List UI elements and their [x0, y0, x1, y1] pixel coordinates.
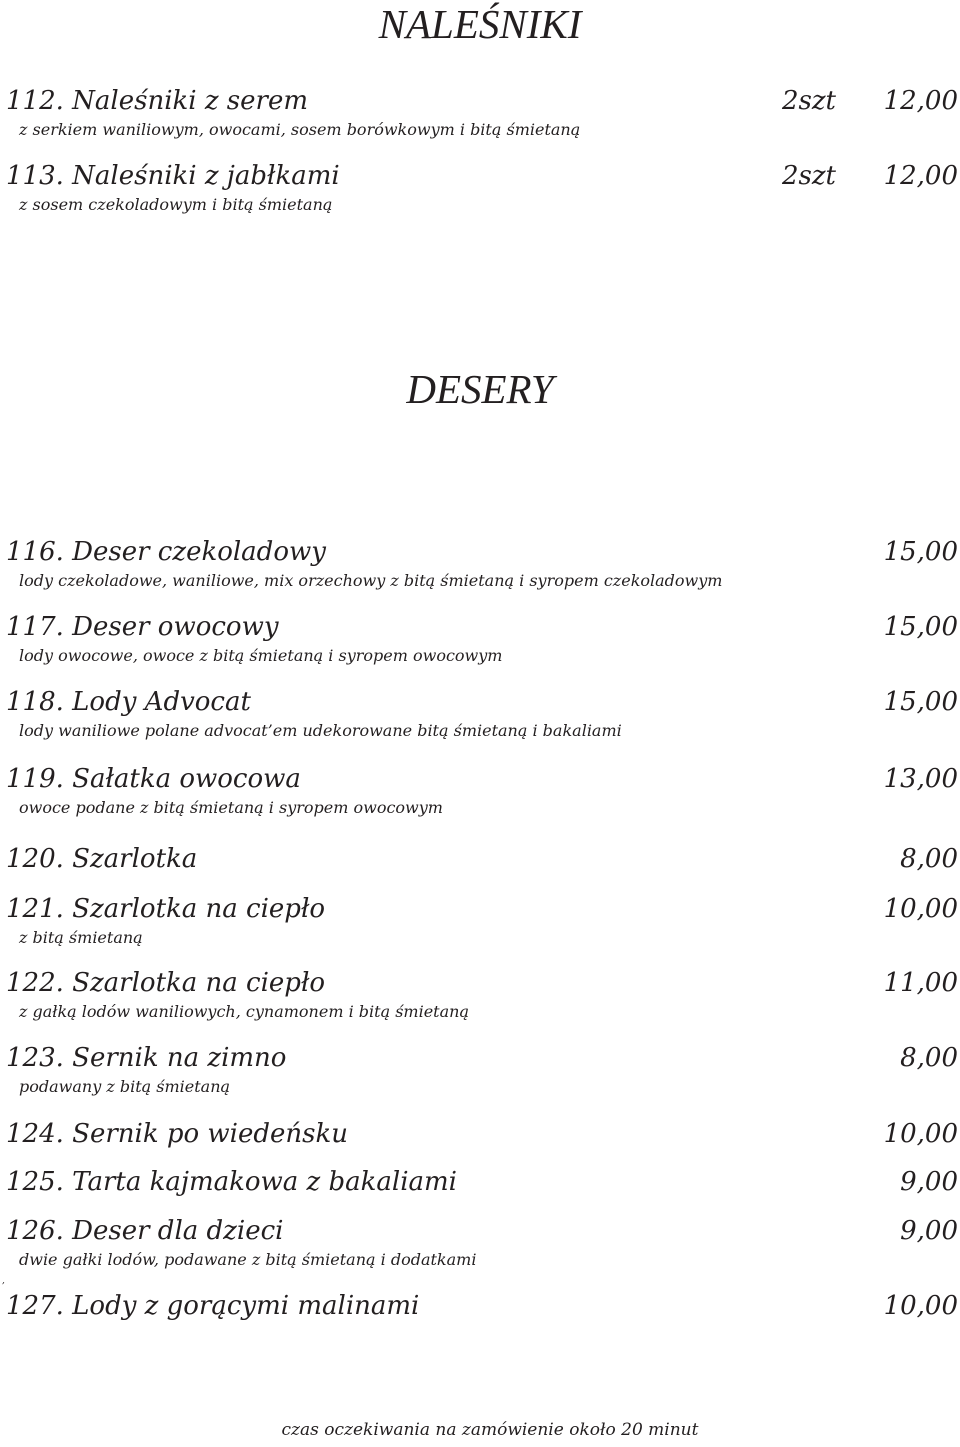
footer-note: czas oczekiwania na zamówienie około 20 minut — [281, 1420, 699, 1440]
item-price: 9,00 — [900, 1167, 958, 1197]
item-price: 13,00 — [883, 764, 958, 794]
menu-item — [6, 1117, 958, 1151]
item-name: 121. Szarlotka na ciepło — [6, 894, 326, 924]
menu-item — [6, 842, 958, 876]
menu-item — [6, 1165, 958, 1199]
menu-item — [6, 535, 958, 592]
item-price: 8,00 — [900, 844, 958, 874]
item-description: lody czekoladowe, waniliowe, mix orzechowy z bitą śmietaną i syropem czekoladowym — [19, 571, 723, 590]
section-title-desery: DESERY — [406, 366, 554, 412]
menu-item — [6, 1041, 958, 1098]
item-name: 125. Tarta kajmakowa z bakaliami — [6, 1167, 457, 1197]
item-description: lody waniliowe polane advocat’em udekorowane bitą śmietaną i bakaliami — [19, 721, 622, 740]
item-name: 113. Naleśniki z jabłkami — [6, 161, 340, 191]
item-quantity: 2szt — [781, 161, 836, 191]
item-name: 117. Deser owocowy — [6, 612, 279, 642]
menu-item — [6, 892, 958, 949]
item-name: 124. Sernik po wiedeńsku — [6, 1119, 348, 1149]
item-description: lody owocowe, owoce z bitą śmietaną i syropem owocowym — [19, 646, 503, 665]
section-title-nalesniki: NALEŚNIKI — [378, 1, 582, 47]
item-price: 15,00 — [883, 537, 958, 567]
item-name: 118. Lody Advocat — [6, 687, 251, 717]
menu-item — [6, 159, 958, 216]
item-quantity: 2szt — [781, 86, 836, 116]
item-price: 10,00 — [883, 1291, 958, 1321]
item-name: 126. Deser dla dzieci — [6, 1216, 284, 1246]
item-price: 8,00 — [900, 1043, 958, 1073]
item-name: 127. Lody z gorącymi malinami — [6, 1291, 420, 1321]
item-name: 119. Sałatka owocowa — [6, 764, 301, 794]
item-price: 15,00 — [883, 612, 958, 642]
item-description: dwie gałki lodów, podawane z bitą śmietaną i dodatkami — [19, 1250, 477, 1269]
item-description: z gałką lodów waniliowych, cynamonem i bitą śmietaną — [19, 1002, 469, 1021]
item-price: 11,00 — [883, 968, 958, 998]
item-price: 12,00 — [883, 161, 958, 191]
item-price: 9,00 — [900, 1216, 958, 1246]
item-description: z serkiem waniliowym, owocami, sosem borówkowym i bitą śmietaną — [19, 120, 581, 139]
menu-item — [6, 762, 958, 819]
item-name: 112. Naleśniki z serem — [6, 86, 309, 116]
item-description: podawany z bitą śmietaną — [19, 1077, 231, 1096]
item-price: 10,00 — [883, 1119, 958, 1149]
item-price: 15,00 — [883, 687, 958, 717]
item-price: 10,00 — [883, 894, 958, 924]
menu-item — [6, 610, 958, 667]
item-description: z sosem czekoladowym i bitą śmietaną — [19, 195, 333, 214]
item-name: 116. Deser czekoladowy — [6, 537, 326, 567]
item-name: 122. Szarlotka na ciepło — [6, 968, 326, 998]
menu-item — [6, 1214, 958, 1271]
item-price: 12,00 — [883, 86, 958, 116]
menu-item — [6, 685, 958, 742]
item-description: z bitą śmietaną — [19, 928, 143, 947]
stray-mark: , — [2, 1276, 5, 1286]
item-name: 123. Sernik na zimno — [6, 1043, 287, 1073]
item-description: owoce podane z bitą śmietaną i syropem owocowym — [19, 798, 443, 817]
menu-item — [6, 966, 958, 1023]
menu-item — [6, 1289, 958, 1323]
item-name: 120. Szarlotka — [6, 844, 198, 874]
menu-item — [6, 84, 958, 141]
